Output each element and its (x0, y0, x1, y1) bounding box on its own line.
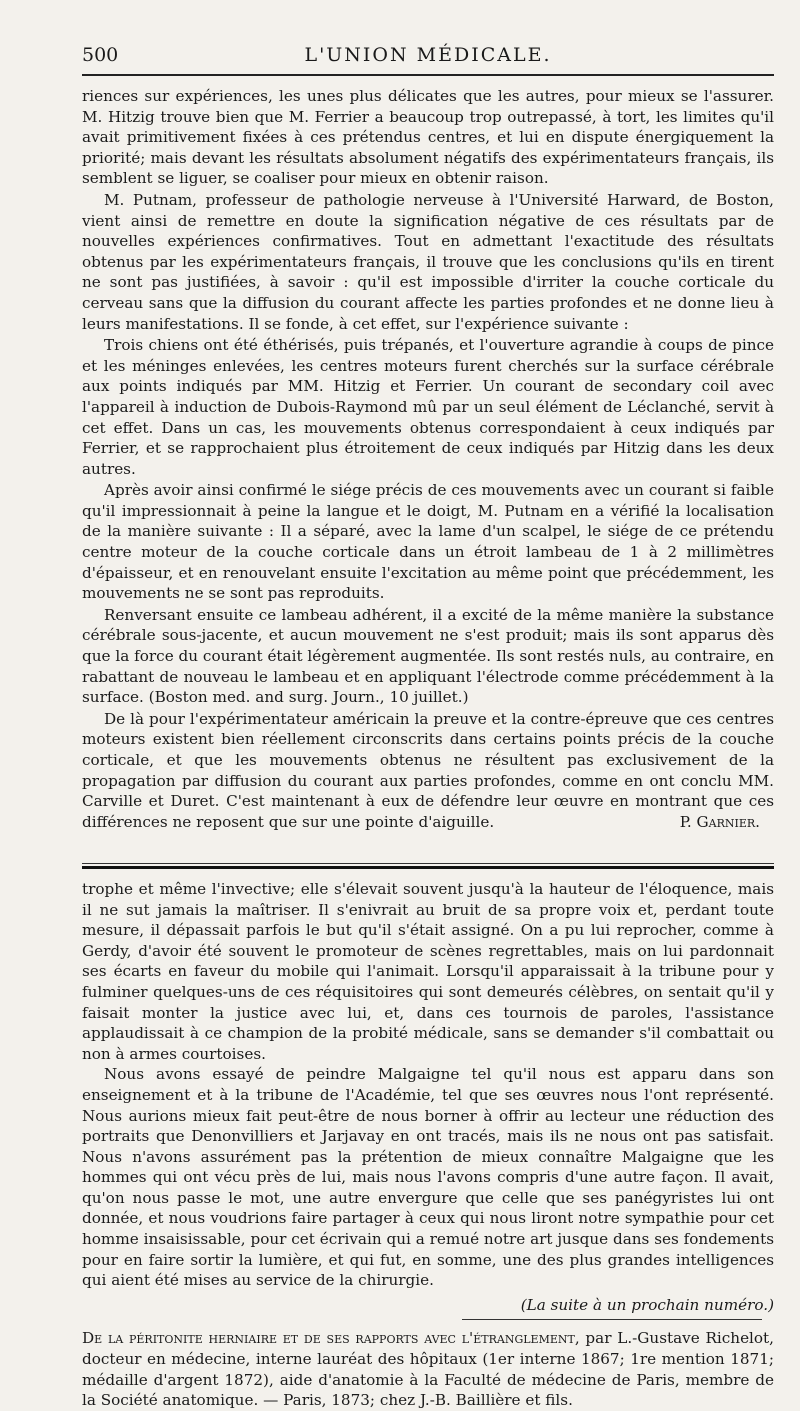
article-paragraph: M. Putnam, professeur de pathologie nerveuse à l'Université Harward, de Boston, vient ainsi de remettre en doute la signification négative de ces résultats par de nouvelles expériences confirmatives. Tout en admettant l'exactitude des résultats obtenus par les expérimentateurs français, il trouve que les conclusions qu'ils en tirent ne sont pas justifiées, à savoir : qu'il est impossible d'irriter la couche corticale du cerveau sans que la diffusion du courant affecte les parties profondes et ne donne lieu à leurs manifestations. Il se fonde, à cet effet, sur l'expérience suivante : (82, 190, 774, 333)
bibliography-rule (462, 1319, 762, 1320)
bibliography-notice (82, 1328, 774, 1410)
bibliography-text: , par L.-Gustave Richelot, docteur en médecine, interne lauréat des hôpitaux (1er interne 1867; 1re mention 1871; médaille d'argent 1872), aide d'anatomie à la Faculté de médecine de Paris, membre de la Société anatomique. — Paris, 1873; chez J.-B. Baillière et fils. (82, 1329, 774, 1410)
separator-thin-rule (82, 863, 774, 864)
feuilleton-paragraph: Nous avons essayé de peindre Malgaigne tel qu'il nous est apparu dans son enseignement et à la tribune de l'Académie, tel que ses œuvres nous l'ont représenté. Nous aurions mieux fait peut-être de nous borner à offrir au lecteur une réduction des portraits que Denonvilliers et Jarjavay en ont tracés, mais ils ne nous ont pas satisfait. Nous n'avons assurément pas la prétention de mieux connaître Malgaigne que les hommes qui ont vécu près de lui, mais nous l'avons compris d'une autre façon. Il avait, qu'on nous passe le mot, une autre envergure que celle que ses panégyristes lui ont donnée, et nous voudrions faire partager à ceux qui nous liront notre sympathie pour cet homme insaisissable, pour cet écrivain qui a remué notre art jusque dans ses fondements pour en faire sortir la lumière, et qui fut, en somme, une des plus grandes intelligences qui aient été mises au service de la chirurgie. (82, 1065, 774, 1290)
article-paragraph: Trois chiens ont été éthérisés, puis trépanés, et l'ouverture agrandie à coups de pince et les méninges enlevées, les centres moteurs furent cherchés sur la surface cérébrale aux points indiqués par MM. Hitzig et Ferrier. Un courant de secondary coil avec l'appareil à induction de Dubois-Raymond mû par un seul élément de Léclanché, servit à cet effet. Dans un cas, les mouvements obtenus correspondaient à ceux indiqués par Ferrier, et se rapprochaient plus étroitement de ceux indiqués par Hitzig dans les deux autres. (82, 336, 774, 478)
continuation-note: (La suite à un prochain numéro.) (520, 1295, 774, 1314)
separator-thick-rule (82, 866, 774, 869)
article-paragraph: riences sur expériences, les unes plus délicates que les autres, pour mieux se l'assurer. M. Hitzig trouve bien que M. Ferrier a beaucoup trop outrepassé, à tort, les limites qu'il avait primitivement fixées à ces prétendus centres, et lui en dispute énergiquement la priorité; mais devant les résultats absolument négatifs des expérimentateurs français, ils semblent se liguer, se coaliser pour mieux en obtenir raison. (82, 87, 774, 188)
page-header (82, 40, 774, 70)
feuilleton-body (82, 879, 774, 1315)
bibliography-title: De la péritonite herniaire et de ses rapports avec l'étranglement (82, 1329, 575, 1348)
article-paragraph: De là pour l'expérimentateur américain la preuve et la contre-épreuve que ces centres moteurs existent bien réellement circonscrits dans certains points précis de la couche corticale, et que les mouvements obtenus ne résultent pas exclusivement de la propagation par diffusion du courant aux parties profondes, comme en ont conclu MM. Carville et Duret. C'est maintenant à eux de défendre leur œuvre en montrant que ces différences ne reposent que sur une pointe d'aiguille. (82, 709, 774, 831)
article-body (82, 86, 774, 833)
feuilleton-separator (82, 863, 774, 869)
running-title: L'UNION MÉDICALE. (304, 44, 552, 66)
article-paragraph: Après avoir ainsi confirmé le siége précis de ces mouvements avec un courant si faible qu'il impressionnait à peine la langue et le doigt, M. Putnam en a vérifié la localisation de la manière suivante : Il a séparé, avec la lame d'un scalpel, le siége de ce prétendu centre moteur de la couche corticale dans un étroit lambeau de 1 à 2 millimètres d'épaisseur, et en renouvelant ensuite l'excitation au même point que précédemment, les mouvements ne se sont pas reproduits. (82, 481, 774, 603)
author-signature: P. Garnier. (679, 813, 760, 832)
page-number: 500 (82, 44, 119, 66)
header-rule (82, 74, 774, 76)
article-paragraph: Renversant ensuite ce lambeau adhérent, il a excité de la même manière la substance cérébrale sous-jacente, et aucun mouvement ne s'est produit; mais ils sont apparus dès que la force du courant était légèrement augmentée. Ils sont restés nuls, au contraire, en rabattant de nouveau le lambeau et en appliquant l'électrode comme précédemment à la surface. (Boston med. and surg. Journ., 10 juillet.) (82, 605, 774, 707)
feuilleton-paragraph: trophe et même l'invective; elle s'élevait souvent jusqu'à la hauteur de l'éloquence, mais il ne sut jamais la maîtriser. Il s'enivrait au bruit de sa propre voix et, perdant toute mesure, il dépassait parfois le but qu'il s'était assigné. On a pu lui reprocher, comme à Gerdy, d'avoir été souvent le promoteur de scènes regrettables, mais on lui pardonnait ses écarts en faveur du mobile qui l'animait. Lorsqu'il apparaissait à la tribune pour y fulminer quelques-uns de ces réquisitoires qui sont demeurés célèbres, on sentait qu'il y faisait monter la justice avec lui, et, dans ces tournois de paroles, l'assistance applaudissait à ce champion de la probité médicale, sans se demander s'il combattait ou non à armes courtoises. (82, 879, 774, 1063)
